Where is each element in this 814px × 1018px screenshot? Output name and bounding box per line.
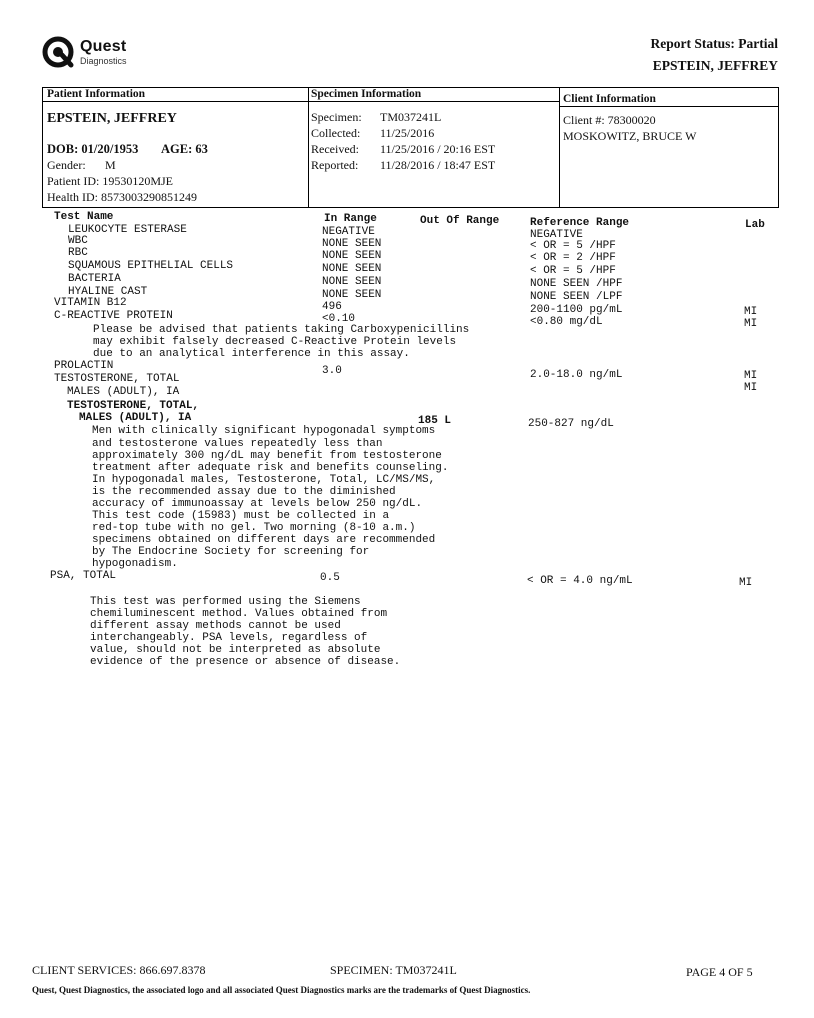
quest-logo-icon — [42, 36, 74, 68]
logo-subtitle: Diagnostics — [80, 56, 127, 66]
patient-gender-label: Gender: — [47, 158, 86, 172]
note-line: accuracy of immunoassay at levels below 250 ng/dL. — [92, 498, 423, 510]
note-line: specimens obtained on different days are recommended — [92, 534, 436, 546]
row-name: RBC — [68, 247, 88, 259]
page-number: PAGE 4 OF 5 — [686, 965, 753, 979]
prolactin-in: 3.0 — [322, 365, 342, 377]
header-patient-name: EPSTEIN, JEFFREY — [652, 58, 778, 73]
specimen-value: TM037241L — [380, 110, 442, 124]
row-in: 496 — [322, 301, 342, 313]
row-ref: <0.80 mg/dL — [530, 316, 603, 328]
row-ref: NONE SEEN /HPF — [530, 278, 623, 290]
received-value: 11/25/2016 / 20:16 EST — [380, 142, 496, 156]
row-ref: NEGATIVE — [530, 229, 583, 241]
row-ref: < OR = 5 /HPF — [530, 240, 616, 252]
note-line: approximately 300 ng/dL may benefit from testosterone — [92, 450, 442, 462]
patient-name: EPSTEIN, JEFFREY — [47, 111, 177, 126]
note-line: In hypogonadal males, Testosterone, Total, LC/MS/MS, — [92, 474, 436, 486]
patient-age: AGE: 63 — [161, 142, 208, 156]
patient-id: Patient ID: 19530120MJE — [47, 174, 173, 188]
row-name: HYALINE CAST — [68, 286, 148, 298]
patient-dob: DOB: 01/20/1953 — [47, 142, 139, 156]
row-in: <0.10 — [322, 313, 356, 325]
testosterone-out-of-range: 185 L — [418, 415, 452, 427]
note-line: is the recommended assay due to the diminished — [92, 486, 396, 498]
row-in: NONE SEEN — [322, 250, 382, 262]
row-in: NONE SEEN — [322, 263, 382, 275]
note-line: interchangeably. PSA levels, regardless of — [90, 632, 368, 644]
trademark-notice: Quest, Quest Diagnostics, the associated logo and all associated Quest Diagnostics marks are the trademarks of Quest Diagnostics. — [32, 985, 531, 995]
note-line: Men with clinically significant hypogonadal symptoms — [92, 425, 436, 437]
prolactin-ref: 2.0-18.0 ng/mL — [530, 369, 623, 381]
row-name: VITAMIN B12 — [54, 297, 127, 309]
collected-label: Collected: — [311, 126, 361, 140]
specimen-label: Specimen: — [311, 110, 362, 124]
psa-in: 0.5 — [320, 572, 340, 584]
specimen-info-heading: Specimen Information — [311, 88, 422, 100]
col-out-of-range: Out Of Range — [420, 215, 500, 227]
psa-name: PSA, TOTAL — [50, 570, 117, 582]
report-status: Report Status: Partial — [650, 36, 778, 51]
testosterone-lab: MI — [744, 382, 758, 394]
row-in: NEGATIVE — [322, 226, 375, 238]
client-services: CLIENT SERVICES: 866.697.8378 — [32, 963, 206, 977]
note-line: value, should not be interpreted as absolute — [90, 644, 381, 656]
note-line: by The Endocrine Society for screening for — [92, 546, 370, 558]
row-in: NONE SEEN — [322, 289, 382, 301]
client-doctor: MOSKOWITZ, BRUCE W — [563, 129, 697, 143]
note-line: evidence of the presence or absence of disease. — [90, 656, 401, 668]
row-name: SQUAMOUS EPITHELIAL CELLS — [68, 260, 234, 272]
footer-specimen: SPECIMEN: TM037241L — [330, 963, 457, 977]
quest-logo — [42, 36, 152, 70]
patient-gender: M — [105, 158, 116, 172]
row-in: NONE SEEN — [322, 238, 382, 250]
note-line: red-top tube with no gel. Two morning (8-10 a.m.) — [92, 522, 416, 534]
row-name: BACTERIA — [68, 273, 121, 285]
note-line: hypogonadism. — [92, 558, 178, 570]
patient-info-heading: Patient Information — [47, 88, 146, 100]
reported-value: 11/28/2016 / 18:47 EST — [380, 158, 496, 172]
row-ref: < OR = 2 /HPF — [530, 252, 616, 264]
row-name: WBC — [68, 235, 88, 247]
testosterone-bold-name: TESTOSTERONE, TOTAL, — [67, 400, 200, 412]
testosterone-sub: MALES (ADULT), IA — [67, 386, 180, 398]
note-line: Please be advised that patients taking Carboxypenicillins — [93, 324, 470, 336]
col-in-range: In Range — [324, 213, 377, 225]
client-info-heading: Client Information — [563, 93, 656, 105]
prolactin-name: PROLACTIN — [54, 360, 114, 372]
testosterone-ref: 250-827 ng/dL — [528, 418, 614, 430]
health-id: Health ID: 8573003290851249 — [47, 190, 197, 204]
collected-value: 11/25/2016 — [380, 126, 435, 140]
note-line: This test was performed using the Siemens — [90, 596, 361, 608]
col-test-name: Test Name — [54, 211, 114, 223]
testosterone-name: TESTOSTERONE, TOTAL — [54, 373, 180, 385]
note-line: chemiluminescent method. Values obtained from — [90, 608, 388, 620]
note-line: may exhibit falsely decreased C-Reactive Protein levels — [93, 336, 457, 348]
logo-wordmark: Quest — [80, 38, 127, 55]
row-ref: 200-1100 pg/mL — [530, 304, 623, 316]
psa-lab: MI — [739, 577, 753, 589]
testosterone-bold-sub: MALES (ADULT), IA — [79, 412, 192, 424]
col-reference-range: Reference Range — [530, 217, 630, 229]
received-label: Received: — [311, 142, 359, 156]
note-line: treatment after adequate risk and benefits counseling. — [92, 462, 449, 474]
row-ref: NONE SEEN /LPF — [530, 291, 623, 303]
row-lab: MI — [744, 306, 758, 318]
client-number: Client #: 78300020 — [563, 113, 656, 127]
row-lab: MI — [744, 318, 758, 330]
note-line: and testosterone values repeatedly less than — [92, 438, 383, 450]
col-lab: Lab — [745, 219, 765, 231]
patient-info-box — [42, 87, 779, 208]
row-name: C-REACTIVE PROTEIN — [54, 310, 173, 322]
prolactin-lab: MI — [744, 370, 758, 382]
row-ref: < OR = 5 /HPF — [530, 265, 616, 277]
note-line: different assay methods cannot be used — [90, 620, 341, 632]
note-line: due to an analytical interference in this assay. — [93, 348, 410, 360]
row-in: NONE SEEN — [322, 276, 382, 288]
psa-ref: < OR = 4.0 ng/mL — [527, 575, 633, 587]
row-name: LEUKOCYTE ESTERASE — [68, 224, 187, 236]
note-line: This test code (15983) must be collected in a — [92, 510, 390, 522]
reported-label: Reported: — [311, 158, 359, 172]
